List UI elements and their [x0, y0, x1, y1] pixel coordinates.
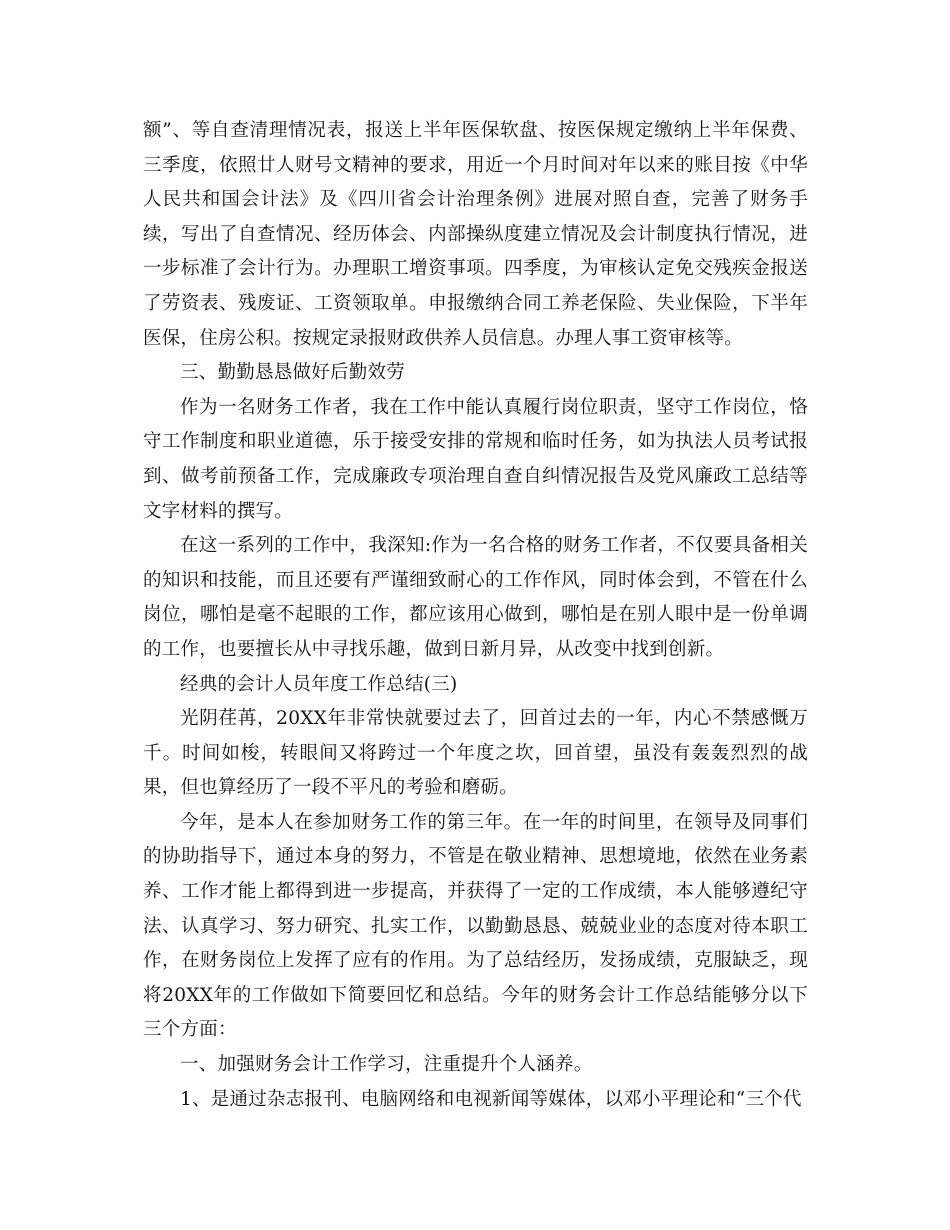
article-title-three: 经典的会计人员年度工作总结(三)	[180, 673, 458, 695]
paragraph-reflection: 在这一系列的工作中，我深知:作为一名合格的财务工作者，不仅要具备相关的知识和技能，而且还要有严谨细致耐心的工作作风，同时体会到，不管在什么岗位，哪怕是毫不起眼的工作，都应该用心做到，哪怕是在别人眼中是一份单调的工作，也要擅长从中寻找乐趣，做到日新月异，从改变中找到创新。	[143, 535, 808, 660]
paragraph-continuation: 额”、等自查清理情况表，报送上半年医保软盘、按医保规定缴纳上半年保费、三季度，依照廿人财号文精神的要求，用近一个月时间对年以来的账目按《中华人民共和国会计法》及《四川省会计治理条例》进展对照自查，完善了财务手续，写出了自查情况、经历体会、内部操纵度建立情况及会计制度执行情况，进一步标准了会计行为。办理职工增资事项。四季度，为审核认定免交残疾金报送了劳资表、残废证、工资领取单。申报缴纳合同工养老保险、失业保险，下半年医保，住房公积。按规定录报财政供养人员信息。办理人事工资审核等。	[143, 120, 808, 349]
paragraph-intro: 光阴荏苒，20XX年非常快就要过去了，回首过去的一年，内心不禁感慨万千。时间如梭，转眼间又将跨过一个年度之坎，回首望，虽没有轰轰烈烈的战果，但也算经历了一段不平凡的考验和磨砺。	[143, 708, 808, 799]
paragraph-item-one: 1、是通过杂志报刊、电脑网络和电视新闻等媒体，以邓小平理论和“三个代	[180, 1088, 802, 1110]
paragraph-duties: 作为一名财务工作者，我在工作中能认真履行岗位职责，坚守工作岗位，恪守工作制度和职业道德，乐于接受安排的常规和临时任务，如为执法人员考试报到、做考前预备工作，完成廉政专项治理自查自纠情况报告及党风廉政工总结等文字材料的撰写。	[143, 396, 808, 522]
paragraph-overview: 今年，是本人在参加财务工作的第三年。在一年的时间里，在领导及同事们的协助指导下，通过本身的努力，不管是在敬业精神、思想境地，依然在业务素养、工作才能上都得到进一步提高，并获得了一定的工作成绩，本人能够遵纪守法、认真学习、努力研究、扎实工作，以勤勤恳恳、兢兢业业的态度对待本职工作，在财务岗位上发挥了应有的作用。为了总结经历，发扬成绩，克服缺乏，现将20XX年的工作做如下简要回忆和总结。今年的财务会计工作总结能够分以下三个方面：	[143, 811, 808, 1041]
document-body	[143, 114, 808, 1117]
section-heading-study: 一、加强财务会计工作学习，注重提升个人涵养。	[180, 1054, 593, 1076]
section-heading-logistics: 三、勤勤恳恳做好后勤效劳	[180, 362, 406, 384]
